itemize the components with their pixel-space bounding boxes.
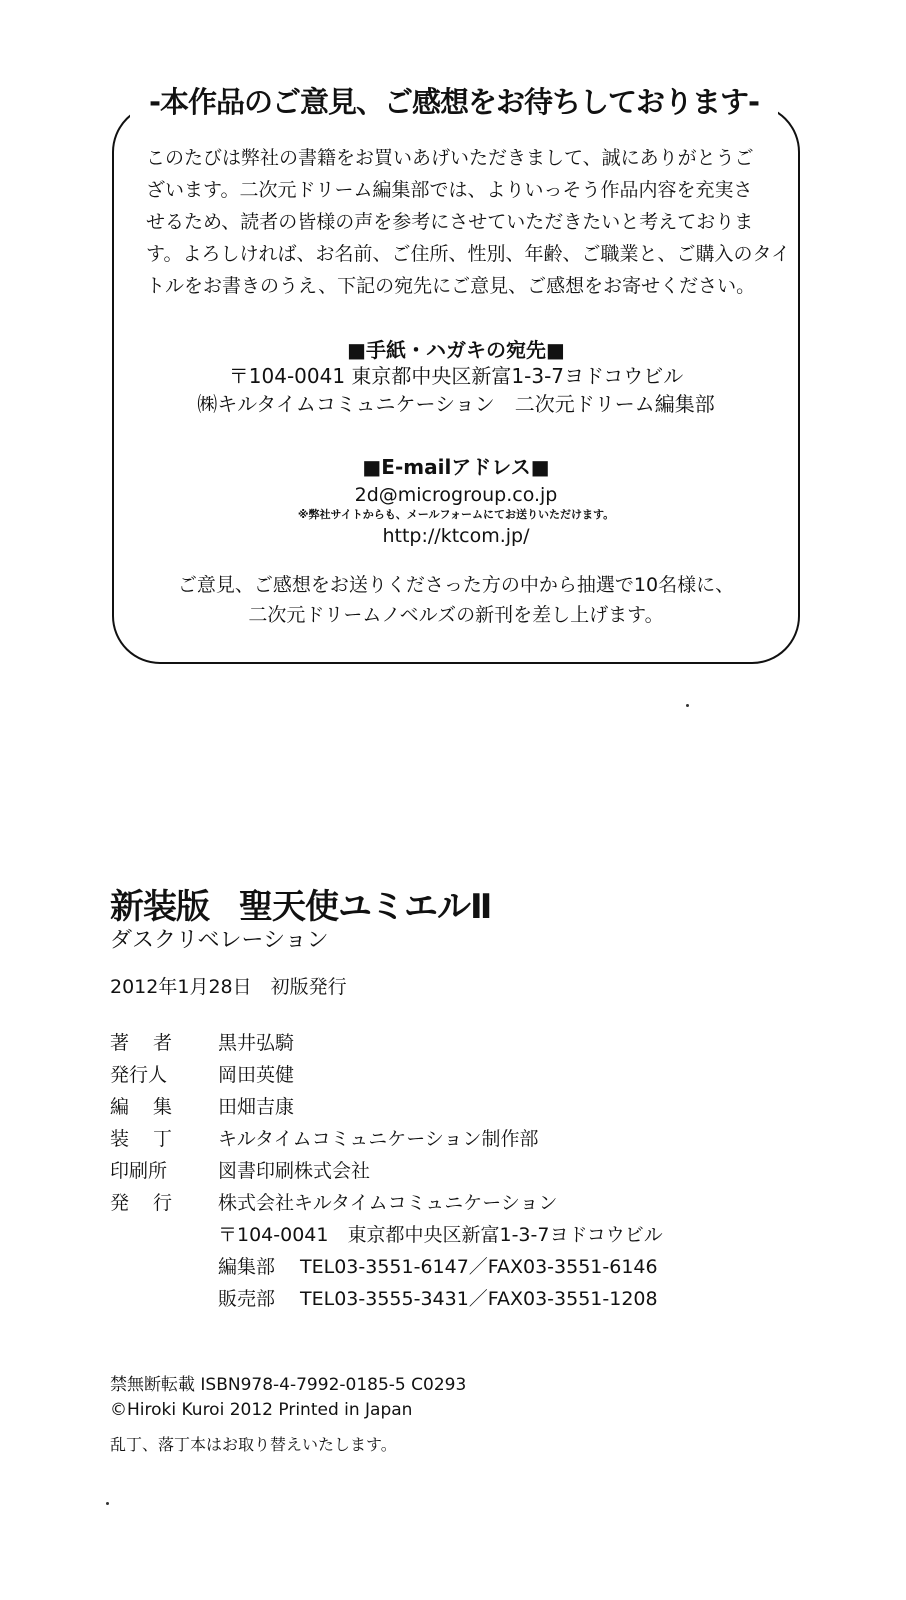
editorial-contact-group [218,1252,658,1279]
editorial-contact: TEL03-3551-6147／FAX03-3551-6146 [300,1255,658,1278]
editorial-label: 編集部 [218,1255,276,1278]
credit-role [110,1028,172,1055]
credit-role: 発行人 [110,1063,168,1086]
title-prefix: 新装版 [110,887,209,927]
credit-row-issuer [110,1185,810,1217]
sales-label: 販売部 [218,1287,276,1310]
copyright-line: ©Hiroki Kuroi 2012 Printed in Japan [110,1400,413,1420]
role-char: 編 [110,1095,130,1118]
address-heading: ■手紙・ハガキの宛先■ [347,338,565,362]
role-char: 装 [110,1127,130,1150]
credit-value: 岡田英健 [218,1063,295,1086]
credit-role: 印刷所 [110,1159,168,1182]
credit-value: 株式会社キルタイムコミュニケーション [218,1191,558,1214]
role-char: 行 [152,1191,172,1214]
intro-line: す。よろしければ、お名前、ご住所、性別、年齢、ご職業と、ご購入のタイ [146,243,791,265]
speck-mark [106,1502,109,1505]
credit-value: 田畑吉康 [218,1095,295,1118]
email-address: 2d@microgroup.co.jp [354,484,558,506]
role-char: 者 [152,1031,172,1054]
isbn-line: 禁無断転載 ISBN978-4-7992-0185-5 C0293 [110,1375,467,1395]
email-heading: ■E-mailアドレス■ [362,455,550,479]
book-title [110,885,491,929]
publisher-address: 〒104-0041 東京都中央区新富1-3-7ヨドコウビル [218,1223,663,1246]
credit-row-editor [110,1089,810,1121]
intro-line: せるため、読者の皆様の声を参考にさせていただきたいと考えておりま [146,211,754,233]
sales-contact-group [218,1284,658,1311]
replacement-notice: 乱丁、落丁本はお取り替えいたします。 [110,1435,397,1454]
credits-list [110,1025,810,1313]
address-line: ㈱キルタイムコミュニケーション 二次元ドリーム編集部 [197,392,715,416]
email-note: ※弊社サイトからも、メールフォームにてお送りいただけます。 [297,508,615,521]
credit-value: 図書印刷株式会社 [218,1159,371,1182]
credit-role [110,1124,172,1151]
credit-row-publisher-person [110,1057,810,1089]
intro-line: ざいます。二次元ドリーム編集部では、よりいっそう作品内容を充実さ [146,179,753,201]
credit-role [110,1092,172,1119]
website-url: http://ktcom.jp/ [382,525,530,547]
credit-row-author [110,1025,810,1057]
editorial-contact-row [110,1249,810,1281]
role-char: 集 [152,1095,172,1118]
credit-row-design [110,1121,810,1153]
feedback-title: -本作品のご意見、ご感想をお待ちしております- [130,80,778,124]
sales-contact: TEL03-3555-3431／FAX03-3551-1208 [300,1287,658,1310]
role-char: 丁 [152,1127,172,1150]
title-main: 聖天使ユミエルⅡ [239,887,492,927]
publisher-address-row [110,1217,810,1249]
book-subtitle: ダスクリベレーション [110,928,329,953]
colophon-footer [110,1373,810,1457]
role-char: 著 [110,1031,130,1054]
closing-line: ご意見、ご感想をお送りくださった方の中から抽選で10名様に、 [177,574,735,596]
role-char: 発 [110,1191,130,1214]
speck-mark [686,704,689,707]
credit-value: キルタイムコミュニケーション制作部 [218,1127,539,1150]
sales-contact-row [110,1281,810,1313]
feedback-intro [146,142,791,302]
mail-address-block [112,362,800,418]
credit-role [110,1188,172,1215]
credit-row-printer [110,1153,810,1185]
publication-date: 2012年1月28日 初版発行 [110,976,347,998]
credit-value: 黒井弘騎 [218,1031,295,1054]
closing-message [112,570,800,630]
intro-line: トルをお書きのうえ、下記の宛先にご意見、ご感想をお寄せください。 [146,275,756,297]
closing-line: 二次元ドリームノベルズの新刊を差し上げます。 [248,604,664,626]
address-line: 〒104-0041 東京都中央区新富1-3-7ヨドコウビル [228,364,684,388]
intro-line: このたびは弊社の書籍をお買いあげいただきまして、誠にありがとうご [146,147,754,169]
